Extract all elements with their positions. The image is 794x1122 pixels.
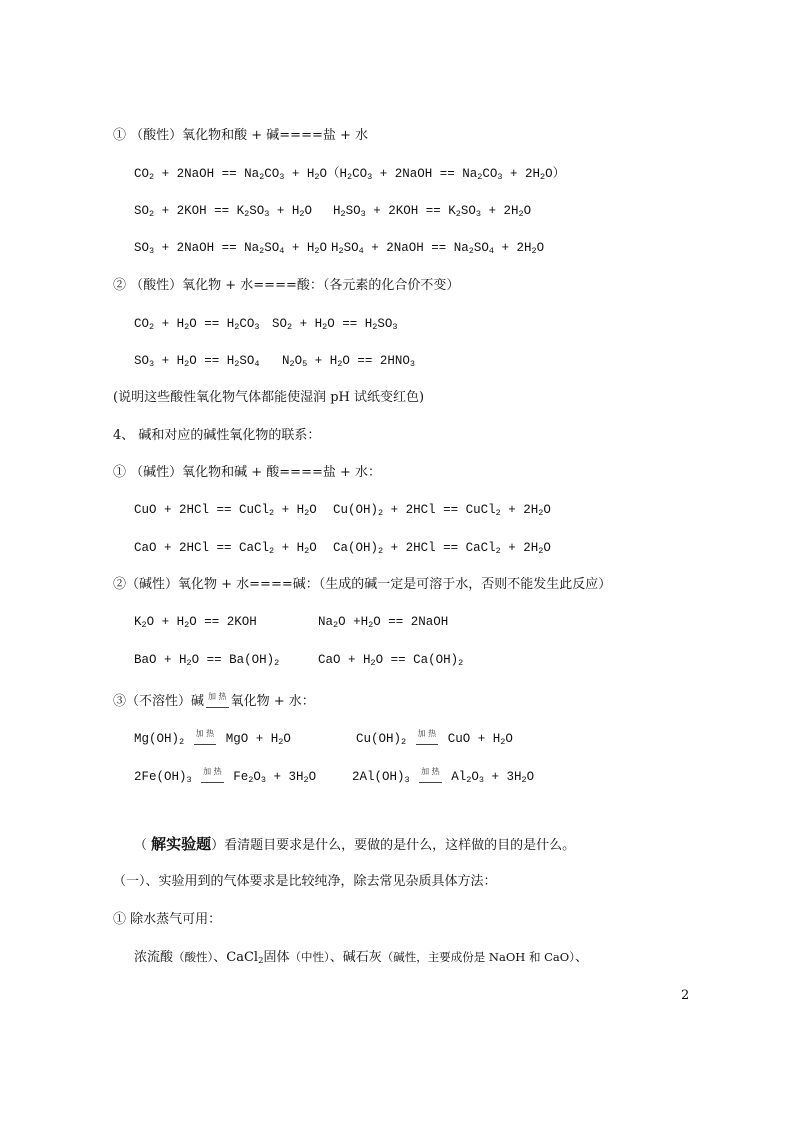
equation-line: CaO + 2HCl == CaCl$_2$ + $H_2O$ (134, 541, 317, 556)
equation-line: $SO_2 + 2KOH == K_2SO_3 + H_2O$ (134, 204, 313, 219)
equation-line: $CO_2$ + 2NaOH == $Na_2CO_3 + H_2O(H_2CO_3$ + 2NaOH == $Na_2CO_3 + 2H_2O$） (134, 167, 566, 182)
equation-line: $N_2O_5 + H_2O == 2HNO_3$ (282, 354, 415, 369)
experiment-section-heading: （ 解实验题）看清题目要求是什么，要做的是什么，这样做的目的是什么。 (134, 835, 576, 853)
equation-line: $SO_3 + H_2O == H_2SO_4$ (134, 354, 260, 369)
remove-water-vapor-heading: ① 除水蒸气可用： (113, 912, 222, 927)
equation-line: CaO + $H_2O == Ca(OH)_2$ (318, 653, 464, 668)
note-ph-paper: (说明这些酸性氧化物气体都能使湿润 pH 试纸变红色) (113, 390, 425, 405)
drying-agents-line: 浓流酸（酸性）、CaCl$_2$固体（中性）、碱石灰（碱性，主要成份是 NaOH 和 CaO）、 (134, 950, 588, 966)
equation-line: $Ca(OH)_2 + 2HCl$ == CaCl$_2$ + $2H_2O$ (333, 541, 551, 556)
page-number: 2 (681, 988, 690, 1003)
rule-basic-oxide-with-water: ②（碱性）氧化物 + 水====碱：（生成的碱一定是可溶于水，否则不能发生此反应） (113, 577, 612, 592)
equation-line: $K_2O + H_2O == 2KOH$ (134, 615, 257, 630)
rule-insoluble-base-heating: ③（不溶性）碱 加 热 氧化物 + 水： (113, 689, 315, 710)
equation-line: $Na_2O +H_2O$ == 2NaOH (318, 615, 449, 630)
equation-line: $Mg(OH)_2$ 加 热 MgO + $H_2O$ (134, 726, 291, 747)
rule-acidic-oxide-with-base: ① （酸性）氧化物和酸 + 碱====盐 + 水 (113, 128, 369, 143)
equation-line: CuO + 2HCl == CuCl$_2$ + $H_2O$ (134, 503, 317, 518)
equation-line: $2Fe(OH)_3$ 加 热 $Fe_2O_3 + 3H_2O$ (134, 764, 316, 785)
section-heading: 4、 碱和对应的碱性氧化物的联系： (113, 428, 321, 443)
equation-line: $SO_2 + H_2O == H_2SO_3$ (272, 317, 398, 332)
equation-line: $CO_2 + H_2O == H_2CO_3$ (134, 317, 260, 332)
heat-arrow-icon: 加 热 (192, 726, 219, 742)
bold-heading: 解实验题 (151, 835, 212, 853)
equation-line: $Cu(OH)_2$ 加 热 CuO + $H_2O$ (356, 726, 513, 747)
equation-line: $H_2SO_3 + 2KOH == K_2SO_3 + 2H_2O$ (333, 204, 532, 219)
equation-line: $Cu(OH)_2 + 2HCl$ == CuCl$_2$ + $2H_2O$ (333, 503, 551, 518)
heat-arrow-icon: 加 热 (414, 726, 441, 742)
rule-acidic-oxide-with-water: ② （酸性）氧化物 + 水====酸：（各元素的化合价不变） (113, 278, 460, 293)
equation-line: BaO + $H_2O == Ba(OH)_2$ (134, 653, 280, 668)
equation-line: $2Al(OH)_3$ 加 热 $Al_2O_3 + 3H_2O$ (352, 764, 534, 785)
gas-purification-intro: （一）、实验用到的气体要求是比较纯净，除去常见杂质具体方法： (113, 874, 497, 889)
equation-line: $H_2SO_4$ + 2NaOH == $Na_2SO_4 + 2H_2O$ (331, 241, 545, 256)
heat-arrow-icon: 加 热 (204, 689, 231, 705)
heat-arrow-icon: 加 热 (199, 764, 226, 780)
rule-basic-oxide-with-acid: ① （碱性）氧化物和碱 + 酸====盐 + 水： (113, 465, 382, 480)
equation-line: $SO_3$ + 2NaOH == $Na_2SO_4 + H_2O$ (134, 241, 328, 256)
heat-arrow-icon: 加 热 (417, 764, 444, 780)
